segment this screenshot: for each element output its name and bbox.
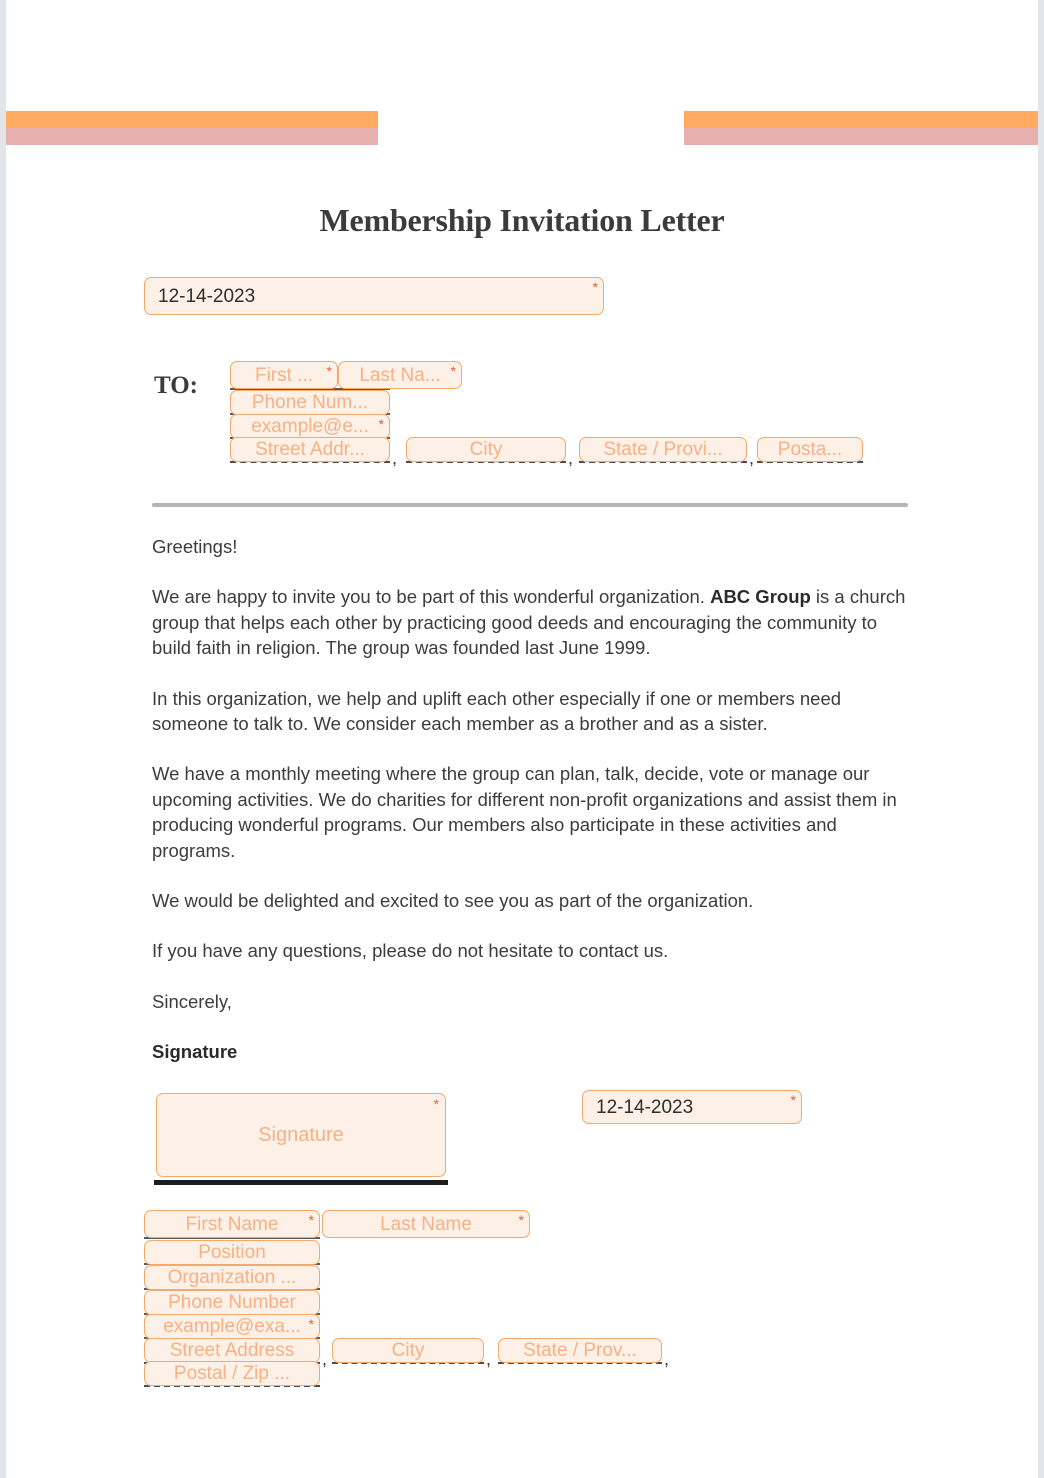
letter-greeting: Greetings! (152, 536, 238, 557)
recipient-state-placeholder: State / Provi... (603, 439, 723, 460)
letter-paragraph-1-part-a: We are happy to invite you to be part of this wonderful organization. (152, 586, 711, 608)
letter-paragraph-1-part-b: is a church group that helps each other by practicing good deeds and encouraging the community to build faith in religion. The group was founded last June 1999. (152, 586, 906, 659)
address-comma: , (568, 448, 574, 468)
decorative-bar-right-pink (684, 128, 1044, 145)
recipient-street-placeholder: Street Addr... (255, 439, 365, 460)
sender-street-input[interactable] (144, 1338, 320, 1363)
sender-last-name-input[interactable] (322, 1210, 530, 1238)
required-asterisk: * (326, 363, 332, 379)
sender-city-placeholder: City (391, 1340, 425, 1361)
signature-date-field[interactable] (582, 1090, 802, 1124)
letter-date-field[interactable] (144, 277, 604, 315)
sender-first-name-input[interactable] (144, 1210, 320, 1238)
signature-line (154, 1180, 448, 1185)
required-asterisk: * (518, 1212, 524, 1228)
letter-paragraph-5: If you have any questions, please do not hesitate to contact us. (152, 940, 669, 962)
letter-date-value: 12-14-2023 (158, 285, 256, 307)
required-asterisk: * (308, 1316, 314, 1332)
page-title: Membership Invitation Letter (319, 202, 725, 238)
letter-closing: Sincerely, (152, 990, 232, 1012)
sender-phone-input[interactable] (144, 1290, 320, 1315)
signature-pad[interactable] (156, 1093, 446, 1177)
required-asterisk: * (378, 416, 384, 432)
sender-last-name-placeholder: Last Name (380, 1213, 472, 1235)
organization-name: ABC Group (710, 586, 811, 608)
address-comma: , (322, 1349, 328, 1369)
recipient-city-input[interactable] (406, 437, 566, 462)
required-asterisk: * (592, 279, 598, 295)
sender-state-input[interactable] (498, 1338, 662, 1363)
sender-first-name-placeholder: First Name (185, 1213, 279, 1235)
signature-placeholder: Signature (258, 1123, 344, 1146)
required-asterisk: * (433, 1096, 439, 1112)
section-divider (152, 503, 908, 507)
letter-body (152, 534, 908, 1065)
signature-date-value: 12-14-2023 (596, 1096, 694, 1118)
sender-email-input[interactable] (144, 1314, 320, 1339)
sender-street-placeholder: Street Address (169, 1340, 295, 1361)
sender-email-placeholder: example@exa... (163, 1316, 301, 1337)
recipient-phone-placeholder: Phone Num... (251, 392, 369, 413)
sender-postal-input[interactable] (144, 1361, 320, 1386)
recipient-email-placeholder: example@e... (251, 416, 369, 437)
sender-organization-input[interactable] (144, 1265, 320, 1290)
recipient-first-name-placeholder: First ... (254, 364, 314, 386)
recipient-phone-input[interactable] (230, 390, 390, 415)
address-comma: , (664, 1349, 670, 1369)
recipient-street-input[interactable] (230, 437, 390, 462)
address-comma: , (486, 1349, 492, 1369)
sender-position-input[interactable] (144, 1240, 320, 1265)
sender-position-placeholder: Position (198, 1242, 266, 1263)
sender-state-placeholder: State / Prov... (523, 1340, 637, 1361)
required-asterisk: * (450, 363, 456, 379)
signature-heading: Signature (152, 1041, 238, 1063)
letter-paragraph-4: We would be delighted and excited to see you as part of the organization. (152, 890, 754, 912)
decorative-bar-left-pink (6, 128, 378, 145)
letter-paragraph-3: We have a monthly meeting where the group can plan, talk, decide, vote or manage our upcoming activities. We do charities for different non-profit organizations and assist them in producing wonderful programs. Our members also participate in these activities and programs. (152, 763, 897, 861)
letter-paragraph-1 (152, 584, 908, 660)
decorative-bar-right-orange (684, 111, 1044, 128)
recipient-last-name-placeholder: Last Na... (359, 364, 441, 386)
address-comma: , (749, 448, 755, 468)
recipient-city-placeholder: City (469, 439, 503, 460)
recipient-postal-placeholder: Posta... (777, 439, 843, 460)
recipient-postal-input[interactable] (757, 437, 863, 462)
recipient-email-input[interactable] (230, 414, 390, 439)
recipient-first-name-input[interactable] (230, 361, 338, 389)
letter-paragraph-2: In this organization, we help and uplift each other especially if one or members need someone to talk to. We consider each member as a brother and as a sister. (152, 687, 842, 735)
required-asterisk: * (308, 1212, 314, 1228)
recipient-state-input[interactable] (579, 437, 747, 462)
sender-city-input[interactable] (332, 1338, 484, 1363)
decorative-bar-right (684, 111, 1044, 145)
decorative-bar-left-orange (6, 111, 378, 128)
address-comma: , (392, 448, 398, 468)
sender-phone-placeholder: Phone Number (168, 1292, 296, 1313)
recipient-last-name-input[interactable] (338, 361, 462, 389)
sender-postal-placeholder: Postal / Zip ... (173, 1363, 291, 1384)
decorative-bar-left (6, 111, 378, 145)
required-asterisk: * (790, 1092, 796, 1108)
recipient-label: TO: (154, 372, 198, 399)
sender-organization-placeholder: Organization ... (167, 1267, 297, 1288)
